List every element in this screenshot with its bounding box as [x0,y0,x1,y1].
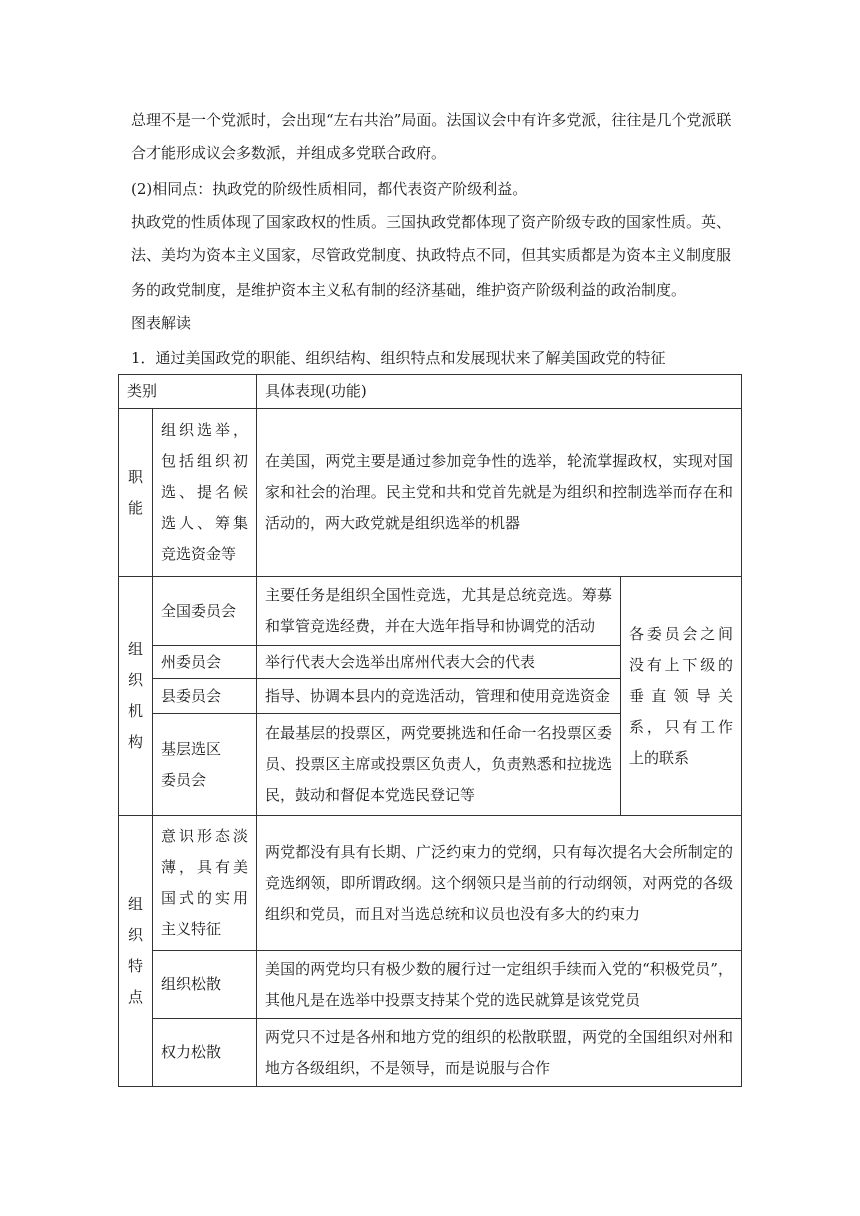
features-label-loose-power: 权力松散 [153,1019,257,1087]
category-function: 职能 [119,409,153,577]
table-row [119,816,742,951]
paragraph-line: 法、美均为资本主义国家，尽管政党制度、执政特点不同，但其实质都是为资本主义制度服 [131,246,732,264]
features-text-ideology: 两党都没有具有长期、广泛约束力的党纲，只有每次提名大会所制定的竞选纲领，即所谓政纲。这个纲领只是当前的行动纲领，对两党的各级组织和党员，而且对当选总统和议员也没有多大的约束力 [257,816,742,951]
structure-text-national: 主要任务是组织全国性竞选，尤其是总统竞选。筹募和掌管竞选经费，并在大选年指导和协调党的活动 [257,577,621,646]
table-row [119,951,742,1019]
paragraph-line: 合才能形成议会多数派，并组成多党联合政府。 [131,144,447,162]
function-label: 组织选举，包括组织初选、提名候选人、筹集竞选资金等 [153,409,257,577]
features-text-loose-power: 两党只不过是各州和地方党的组织的松散联盟，两党的全国组织对州和地方各级组织，不是领导，而是说服与合作 [257,1019,742,1087]
header-detail: 具体表现(功能) [257,375,742,409]
function-text: 在美国，两党主要是通过参加竞争性的选举，轮流掌握政权，实现对国家和社会的治理。民主党和共和党首先就是为组织和控制选举而存在和活动的，两大政党就是组织选举的机器 [257,409,742,577]
features-label-ideology: 意识形态淡薄，具有美国式的实用主义特征 [153,816,257,951]
table-row [119,1019,742,1087]
structure-label-state: 州委员会 [153,646,257,679]
category-structure: 组织机构 [119,577,153,816]
structure-text-state: 举行代表大会选举出席州代表大会的代表 [257,646,621,679]
table-row [119,409,742,577]
structure-text-county: 指导、协调本县内的竞选活动，管理和使用竞选资金 [257,679,621,714]
structure-label-county: 县委员会 [153,679,257,714]
table-row [119,577,742,646]
us-party-features-table [118,374,742,1087]
paragraph-line: (2)相同点：执政党的阶级性质相同，都代表资产阶级利益。 [131,180,528,198]
structure-label-precinct: 基层选区委员会 [153,714,257,816]
structure-note: 各委员会之间没有上下级的垂直领导关系，只有工作上的联系 [621,577,742,816]
section-heading: 图表解读 [131,314,192,332]
header-category: 类别 [119,375,257,409]
features-label-loose-organization: 组织松散 [153,951,257,1019]
category-features: 组织特点 [119,816,153,1087]
paragraph-line: 执政党的性质体现了国家政权的性质。三国执政党都体现了资产阶级专政的国家性质。英、 [131,213,732,231]
chart-interpretation-title: 1．通过美国政党的职能、组织结构、组织特点和发展现状来了解美国政党的特征 [131,349,666,367]
structure-label-national: 全国委员会 [153,577,257,646]
structure-text-precinct: 在最基层的投票区，两党要挑选和任命一名投票区委员、投票区主席或投票区负责人，负责熟悉和拉拢选民，鼓动和督促本党选民登记等 [257,714,621,816]
paragraph-line: 总理不是一个党派时，会出现“左右共治”局面。法国议会中有许多党派，往往是几个党派联 [131,111,732,129]
paragraph-line: 务的政党制度，是维护资本主义私有制的经济基础，维护资产阶级利益的政治制度。 [131,281,687,299]
table-header-row [119,375,742,409]
features-text-loose-organization: 美国的两党均只有极少数的履行过一定组织手续而入党的“积极党员”，其他凡是在选举中投票支持某个党的选民就算是该党党员 [257,951,742,1019]
